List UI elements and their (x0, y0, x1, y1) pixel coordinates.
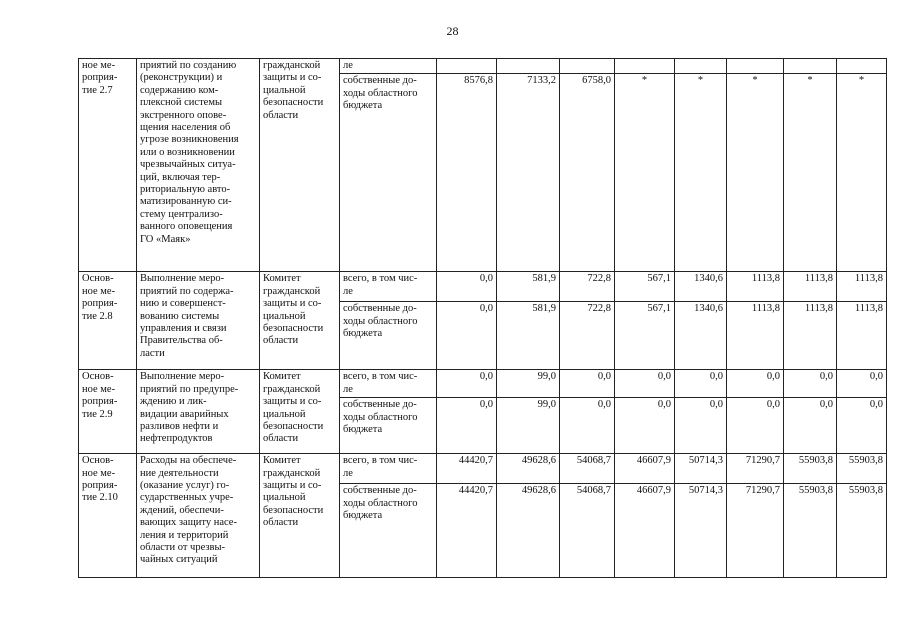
value-cell: 581,9 (497, 272, 560, 302)
value-cell: 0,0 (615, 398, 675, 454)
value-cell (675, 59, 727, 74)
value-cell: 0,0 (784, 370, 837, 398)
value-cell: 71290,7 (727, 454, 784, 484)
value-cell (497, 59, 560, 74)
executor-cell: Комитет гражданской защиты и со- циальной безопасности области (260, 454, 340, 578)
executor-cell: гражданской защиты и со- циальной безопасности области (260, 59, 340, 272)
description-cell: Расходы на обеспече- ние деятельности (оказание услуг) го- сударственных учре- ждений, обеспечи- вающих защиту насе- ления и территорий области от чрезвы- чайных ситуаций (137, 454, 260, 578)
value-cell: 0,0 (560, 398, 615, 454)
value-cell: 55903,8 (784, 484, 837, 578)
funding-source-cell: собственные до- ходы областного бюджета (340, 484, 437, 578)
executor-cell: Комитет гражданской защиты и со- циальной безопасности области (260, 370, 340, 454)
value-cell: 54068,7 (560, 484, 615, 578)
value-cell: 55903,8 (784, 454, 837, 484)
value-cell: 0,0 (727, 398, 784, 454)
value-cell: 0,0 (675, 370, 727, 398)
funding-source-cell: всего, в том чис- ле (340, 272, 437, 302)
value-cell: 44420,7 (437, 484, 497, 578)
value-cell: 0,0 (675, 398, 727, 454)
value-cell: 0,0 (837, 370, 887, 398)
funding-source-cell: собственные до- ходы областного бюджета (340, 302, 437, 370)
value-cell (784, 59, 837, 74)
value-cell: 1113,8 (727, 302, 784, 370)
value-cell: 0,0 (615, 370, 675, 398)
value-cell: 55903,8 (837, 454, 887, 484)
value-cell: 0,0 (437, 370, 497, 398)
measure-cell: Основ- ное ме- роприя- тие 2.8 (79, 272, 137, 370)
value-cell: 46607,9 (615, 484, 675, 578)
value-cell (837, 59, 887, 74)
value-cell: 0,0 (560, 370, 615, 398)
value-cell: 0,0 (437, 272, 497, 302)
table-row (79, 272, 887, 302)
value-cell: 0,0 (784, 398, 837, 454)
value-cell: * (727, 74, 784, 272)
value-cell: 0,0 (727, 370, 784, 398)
value-cell: 8576,8 (437, 74, 497, 272)
value-cell: 0,0 (837, 398, 887, 454)
value-cell: 49628,6 (497, 484, 560, 578)
value-cell: 567,1 (615, 272, 675, 302)
value-cell: 0,0 (437, 302, 497, 370)
value-cell: 49628,6 (497, 454, 560, 484)
table-row (79, 454, 887, 484)
funding-source-cell: всего, в том чис- ле (340, 370, 437, 398)
value-cell: * (837, 74, 887, 272)
value-cell: 55903,8 (837, 484, 887, 578)
value-cell: 581,9 (497, 302, 560, 370)
value-cell: 44420,7 (437, 454, 497, 484)
value-cell: 6758,0 (560, 74, 615, 272)
value-cell: 1340,6 (675, 302, 727, 370)
value-cell: 99,0 (497, 398, 560, 454)
description-cell: Выполнение меро- приятий по содержа- нию и совершенст- вованию системы управления и связи Правительства об- ласти (137, 272, 260, 370)
value-cell: 567,1 (615, 302, 675, 370)
funding-source-cell: собственные до- ходы областного бюджета (340, 398, 437, 454)
value-cell (615, 59, 675, 74)
description-cell: приятий по созданию (реконструкции) и содержанию ком- плексной системы экстренного опове- щения населения об угрозе возникновения или о возникновении чрезвычайных ситуа- ций, включая тер- риториальную авто- матизированную си- стему централизо- ванного оповещения ГО «Маяк» (137, 59, 260, 272)
budget-table (78, 58, 887, 578)
value-cell: 1113,8 (837, 272, 887, 302)
value-cell: 50714,3 (675, 484, 727, 578)
table-row (79, 59, 887, 74)
value-cell (560, 59, 615, 74)
value-cell: 722,8 (560, 272, 615, 302)
measure-cell: ное ме- роприя- тие 2.7 (79, 59, 137, 272)
value-cell: * (784, 74, 837, 272)
value-cell: 71290,7 (727, 484, 784, 578)
value-cell: 46607,9 (615, 454, 675, 484)
value-cell (727, 59, 784, 74)
description-cell: Выполнение меро- приятий по предупре- ждению и лик- видации аварийных разливов нефти и нефтепродуктов (137, 370, 260, 454)
value-cell (437, 59, 497, 74)
value-cell: 50714,3 (675, 454, 727, 484)
value-cell: 1113,8 (837, 302, 887, 370)
value-cell: 722,8 (560, 302, 615, 370)
measure-cell: Основ- ное ме- роприя- тие 2.10 (79, 454, 137, 578)
measure-cell: Основ- ное ме- роприя- тие 2.9 (79, 370, 137, 454)
value-cell: 1113,8 (727, 272, 784, 302)
value-cell: 1113,8 (784, 302, 837, 370)
value-cell: 99,0 (497, 370, 560, 398)
value-cell: 7133,2 (497, 74, 560, 272)
table-row (79, 370, 887, 398)
value-cell: 1340,6 (675, 272, 727, 302)
page-number: 28 (446, 24, 459, 38)
value-cell: 0,0 (437, 398, 497, 454)
value-cell: * (615, 74, 675, 272)
funding-source-cell: всего, в том чис- ле (340, 454, 437, 484)
value-cell: * (675, 74, 727, 272)
value-cell: 54068,7 (560, 454, 615, 484)
executor-cell: Комитет гражданской защиты и со- циальной безопасности области (260, 272, 340, 370)
value-cell: 1113,8 (784, 272, 837, 302)
funding-source-cell: ле (340, 59, 437, 74)
funding-source-cell: собственные до- ходы областного бюджета (340, 74, 437, 272)
